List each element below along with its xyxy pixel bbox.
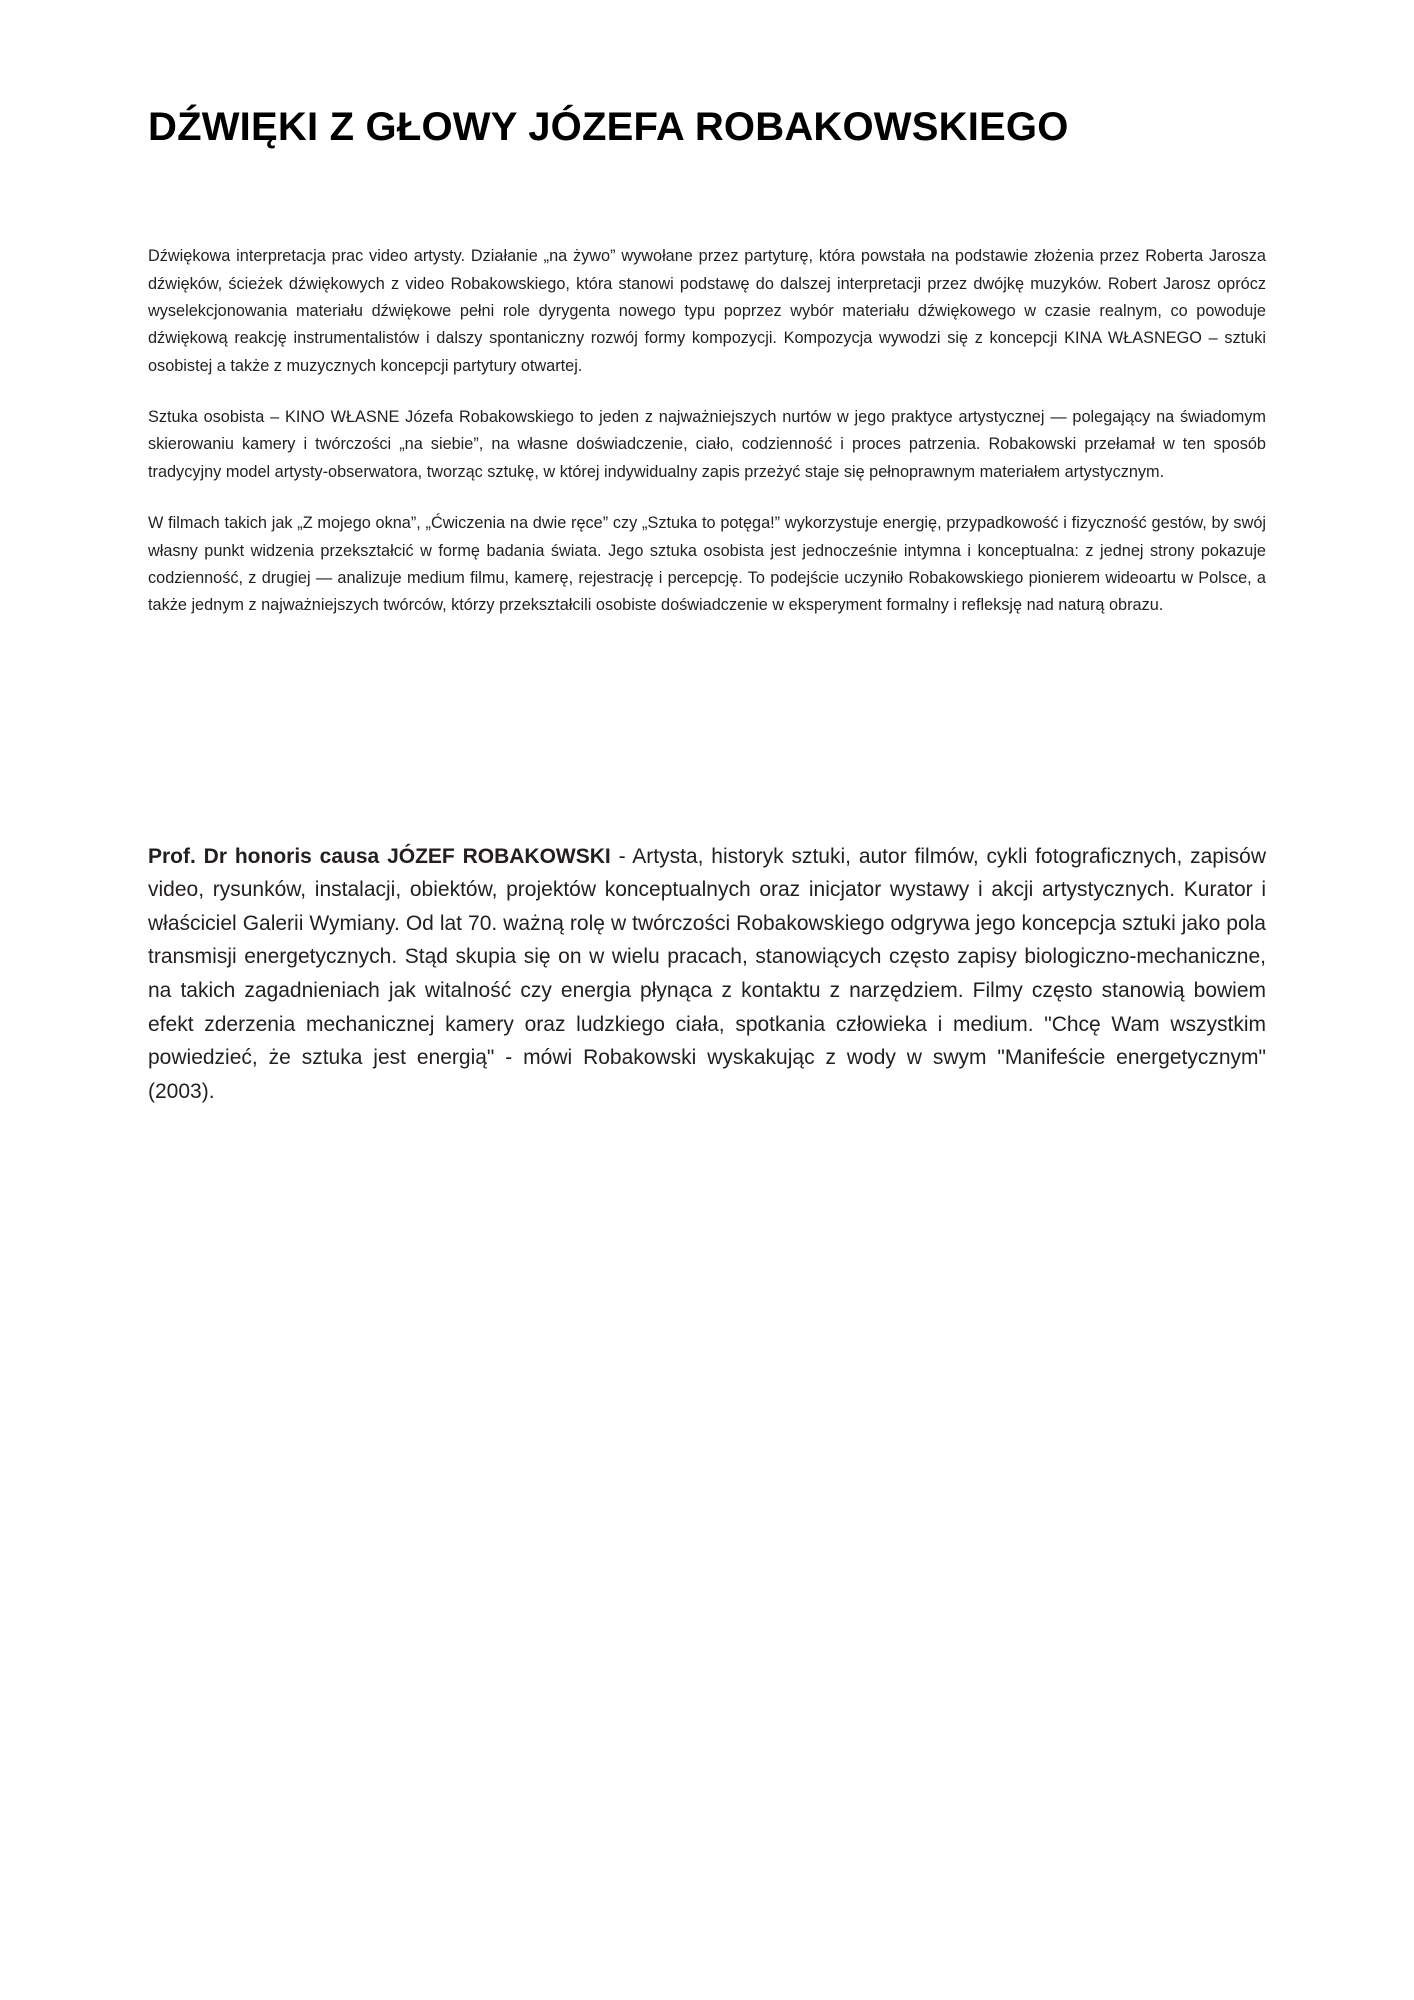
artist-name-lead: Prof. Dr honoris causa JÓZEF ROBAKOWSKI [148, 844, 611, 868]
section-spacer [148, 644, 1266, 840]
intro-paragraph-3: W filmach takich jak „Z mojego okna”, „Ćwiczenia na dwie ręce” czy „Sztuka to potęga!” wykorzystuje energię, przypadkowość i fizyczność gestów, by swój własny punkt widzenia przekształcić w formę badania świata. Jego sztuka osobista jest jednocześnie intymna i konceptualna: z jednej strony pokazuje codzienność, z drugiej — analizuje medium filmu, kamerę, rejestrację i percepcję. To podejście uczyniło Robakowskiego pionierem wideoartu w Polsce, a także jednym z najważniejszych twórców, którzy przekształcili osobiste doświadczenie w eksperyment formalny i refleksję nad naturą obrazu. [148, 514, 1266, 615]
artist-bio-text: - Artysta, historyk sztuki, autor filmów, cykli fotograficznych, zapisów video, rysunków, instalacji, obiektów, projektów konceptualnych oraz inicjator wystawy i akcji artystycznych. Kurator i właściciel Galerii Wymiany. Od lat 70. ważną rolę w twórczości Robakowskiego odgrywa jego koncepcja sztuki jako pola transmisji energetycznych. Stąd skupia się on w wielu pracach, stanowiących często zapisy biologiczno-mechaniczne, na takich zagadnieniach jak witalność czy energia płynąca z kontaktu z narzędziem. Filmy często stanowią bowiem efekt zderzenia mechanicznej kamery oraz ludzkiego ciała, spotkania człowieka i medium. "Chcę Wam wszystkim powiedzieć, że sztuka jest energią" - mówi Robakowski wyskakując z wody w swym "Manifeście energetycznym" (2003). [148, 844, 1266, 1103]
artist-bio-paragraph [148, 840, 1266, 1109]
page-title: DŹWIĘKI Z GŁOWY JÓZEFA ROBAKOWSKIEGO [148, 105, 1069, 149]
intro-paragraph-2: Sztuka osobista – KINO WŁASNE Józefa Robakowskiego to jeden z najważniejszych nurtów w jego praktyce artystycznej — polegający na świadomym skierowaniu kamery i twórczości „na siebie”, na własne doświadczenie, ciało, codzienność i proces patrzenia. Robakowski przełamał w ten sposób tradycyjny model artysty-obserwatora, tworząc sztukę, w której indywidualny zapis przeżyć staje się pełnoprawnym materiałem artystycznym. [148, 408, 1266, 481]
intro-paragraph-1: Dźwiękowa interpretacja prac video artysty. Działanie „na żywo” wywołane przez partyturę, która powstała na podstawie złożenia przez Roberta Jarosza dźwięków, ścieżek dźwiękowych z video Robakowskiego, która stanowi podstawę do dalszej interpretacji przez dwójkę muzyków. Robert Jarosz oprócz wyselekcjonowania materiału dźwiękowe pełni role dyrygenta nowego typu poprzez wybór materiału dźwiękowego w czasie realnym, co powoduje dźwiękową reakcję instrumentalistów i dalszy spontaniczny rozwój formy kompozycji. Kompozycja wywodzi się z koncepcji KINA WŁASNEGO – sztuki osobistej a także z muzycznych koncepcji partytury otwartej. [148, 247, 1266, 375]
